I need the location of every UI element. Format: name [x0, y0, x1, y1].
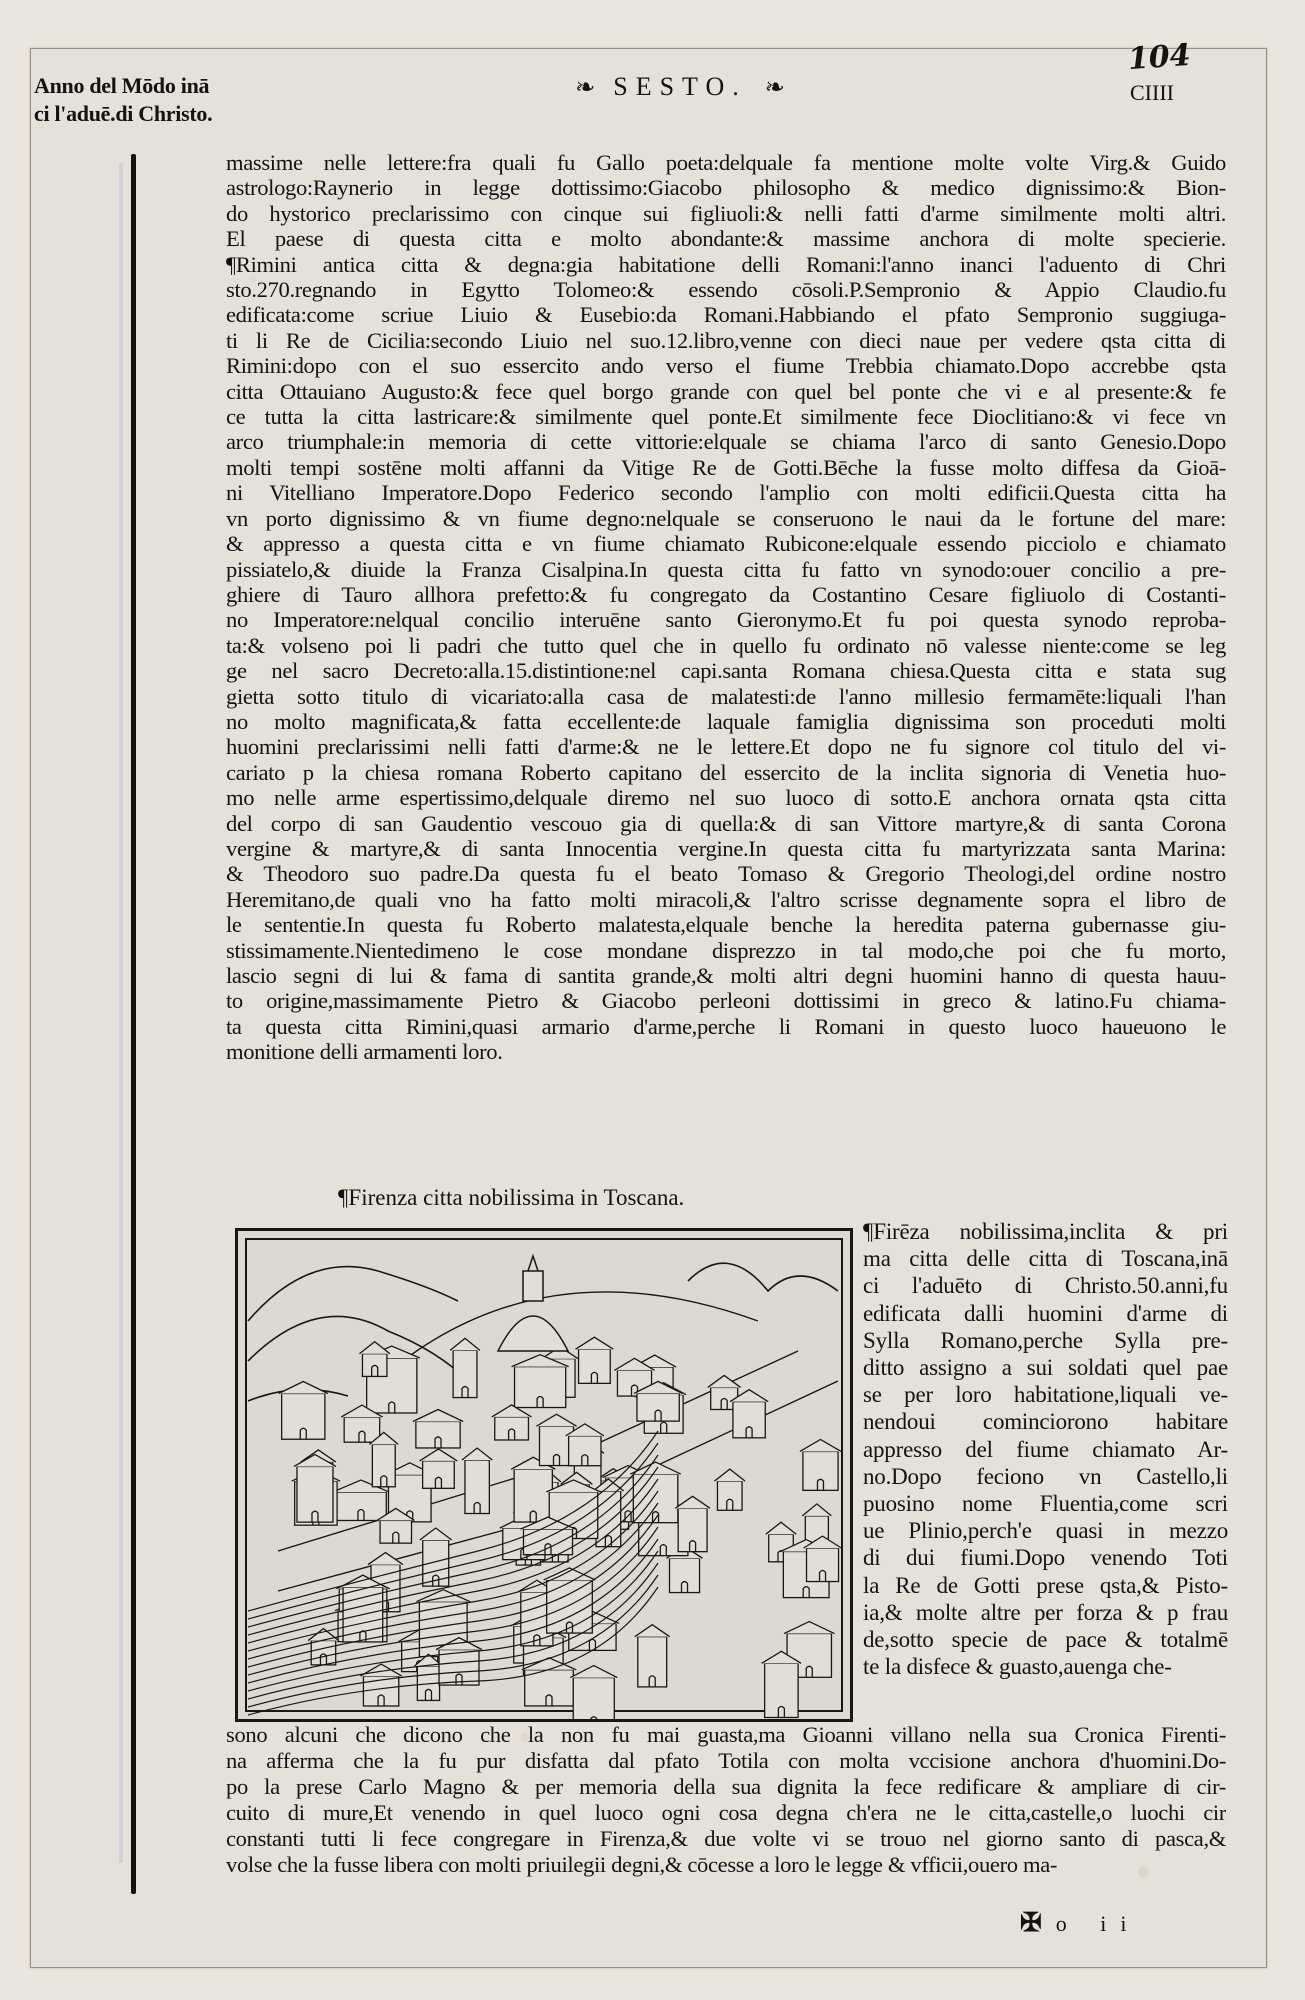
text-line: citta Ottauiano Augusto:& fece quel borgo grande con quel bel ponte che vi e al presente:& fe: [226, 378, 1226, 404]
running-head-line: Anno del Mōdo inā: [34, 73, 210, 98]
building: [514, 1469, 552, 1522]
running-head-title: [520, 72, 840, 102]
roof: [784, 1622, 834, 1634]
main-text-block: [226, 150, 1226, 1065]
text-line: sto.270.regnando in Egytto Tolomeo:& essendo cōsoli.P.Sempronio & Appio Claudio.fu: [226, 277, 1226, 303]
text-line: le sententie.In questa fu Roberto malatesta,elquale benche la heredita paterna gubernasse giu-: [226, 912, 1226, 938]
roof: [420, 1528, 452, 1540]
building: [282, 1394, 325, 1440]
roof: [450, 1338, 480, 1350]
city-view-drawing: [238, 1231, 850, 1719]
building: [678, 1508, 707, 1551]
text-line: ghiere di Tauro allhora prefetto:& fu congregato da Costantino Cesare figliuolo di Costanti-: [226, 581, 1226, 607]
side-text-line: nendoui cominciorono habitare: [863, 1409, 1228, 1435]
side-text-line: la Re de Gotti prese qsta,& Pisto-: [863, 1572, 1228, 1598]
building: [453, 1350, 477, 1397]
page-title: SESTO.: [613, 72, 747, 101]
building: [423, 1540, 449, 1586]
roof: [576, 1337, 614, 1349]
text-line: stissimamente.Nientedimeno le cose mondane disprezzo in tal modo,che poi che fu morto,: [226, 937, 1226, 963]
text-line: volse che la fusse libera con molti priuilegii degni,& cōcesse a loro le legge & vfficii,ouero ma-: [226, 1852, 1058, 1877]
building: [344, 1417, 380, 1442]
fleuron-icon: ❧: [575, 75, 596, 101]
roof: [416, 1590, 470, 1602]
text-line: na afferma che la fu pur disfatta dal pfato Totila con molta vccisione anchora d'huomini.Do-: [226, 1748, 1226, 1773]
building: [439, 1650, 479, 1685]
roof: [675, 1496, 710, 1508]
text-line: ti li Re de Cicilia:secondo Liuio nel suo.12.libro,venne con dieci naue per vedere qsta citta di: [226, 327, 1226, 353]
text-line: po la prese Carlo Magno & per memoria della sua dignita la fece redificare & ampliare di cir-: [226, 1774, 1226, 1799]
section-heading-firenze: ¶Firenza citta nobilissima in Toscana.: [338, 1185, 685, 1210]
side-text-line: ¶Firēza nobilissima,inclita & pri: [863, 1219, 1228, 1244]
text-line: Rimini:dopo con el suo essercito ando verso el fiume Trebbia chiamato.Dopo accrebbe qsta: [226, 353, 1226, 379]
text-line: del corpo di san Gaudentio vescouo gia di quella:& di san Vittore martyre,& di santa Corona: [226, 810, 1226, 836]
roof: [536, 1414, 576, 1426]
text-line: constanti tutti li fece congregare in Firenza,& due volte vi se trouo nel giorno santo di pasca,&: [226, 1826, 1226, 1851]
roof: [544, 1568, 596, 1580]
side-text-line: ci l'aduēto di Christo.50.anni,fu: [863, 1273, 1228, 1299]
text-line: huomini preclarissimi nelli fatti d'arme:& ne le lettere.Et dopo ne fu signore col titulo del vi-: [226, 734, 1226, 760]
building: [423, 1461, 455, 1488]
side-text-line: ma citta delle citta di Toscana,inā: [863, 1246, 1228, 1272]
fleuron-icon: ❧: [764, 75, 785, 101]
building: [525, 1670, 574, 1706]
margin-rule-shadow: [119, 163, 123, 1863]
text-line: mo nelle arme espertissimo,delquale diremo nel suo luoco di sotto.E anchora ornata qsta citta: [226, 785, 1226, 811]
side-text-line: te la disfece & guasto,auenga che-: [863, 1654, 1172, 1680]
text-line: do hystorico preclarissimo con cinque sui figliuoli:& nelli fatti d'arme similmente molti altri.: [226, 200, 1226, 226]
roof: [413, 1409, 463, 1421]
roof: [359, 1342, 389, 1354]
signature-label: o ii: [1055, 1911, 1141, 1936]
text-line: astrologo:Raynerio in legge dottissimo:Giacobo philosopho & medico dignissimo:& Bion-: [226, 175, 1226, 201]
building: [297, 1466, 333, 1522]
text-line: El paese di questa citta e molto abondante:& massime anchora di molte specierie.: [226, 226, 1226, 252]
building: [336, 1492, 387, 1520]
side-text-line: di dui fiumi.Dopo venendo Toti: [863, 1545, 1228, 1571]
building: [807, 1548, 839, 1581]
woodcut-illustration-florence: [235, 1228, 853, 1722]
building: [372, 1444, 395, 1486]
text-line: massime nelle lettere:fra quali fu Gallo poeta:delquale fa mentione molte volte Virg.& Guido: [226, 150, 1226, 175]
roof: [714, 1469, 745, 1481]
text-line: & Theodoro suo padre.Da questa fu el beato Tomaso & Gregorio Theologi,del ordine nostro: [226, 861, 1226, 887]
side-text-line: puosino nome Fluentia,come scri: [863, 1491, 1228, 1517]
building: [803, 1451, 838, 1490]
side-text-line: Sylla Romano,perche Sylla pre-: [863, 1327, 1228, 1353]
roof: [802, 1504, 831, 1516]
text-line: ¶Rimini antica citta & degna:gia habitatione delli Romani:l'anno inanci l'aduento di Chri: [226, 251, 1226, 277]
text-line: molti tempi sostēne molti affanni da Vitige Re de Gotti.Bēche la fusse molto diffesa da Gioā-: [226, 454, 1226, 480]
running-head-line: ci l'aduē.di Christo.: [34, 101, 213, 126]
text-line: gietta sotto titulo di vicariato:alla casa de malatesti:de l'anno millesio fermamēte:liquali l'han: [226, 683, 1226, 709]
text-line: no Imperatore:nelqual concilio interuēne santo Gieronymo.Et fu poi questa synodo reproba-: [226, 607, 1226, 633]
building: [311, 1641, 335, 1665]
dome: [498, 1256, 568, 1351]
side-text-line: no.Dopo feciono vn Castello,li: [863, 1463, 1228, 1489]
building: [515, 1367, 566, 1408]
building: [637, 1393, 679, 1421]
text-line: pissiatelo,& diuide la Franza Cisalpina.In questa citta fu fatto vn synodo:ouer concilio a pre-: [226, 556, 1226, 582]
building: [416, 1421, 460, 1447]
text-line: sono alcuni che dicono che la non fu mai guasta,ma Gioanni villano nella sua Cronica Firenti-: [226, 1722, 1226, 1747]
building: [765, 1663, 798, 1717]
text-line: monitione delli armamenti loro.: [226, 1039, 503, 1065]
building: [573, 1678, 614, 1719]
running-head-year-label: [34, 72, 294, 128]
margin-rule: [131, 154, 136, 1894]
text-line: vn porto dignissimo & vn fiume degno:nelquale se conseruono le naui da le fortune del mare:: [226, 505, 1226, 531]
side-text-line: de,sotto specie de pace & totalmē: [863, 1627, 1228, 1653]
roof: [570, 1666, 617, 1678]
text-line: ge nel sacro Decreto:alla.15.distintione:nel capi.santa Romana chiesa.Questa citta e stata sug: [226, 658, 1226, 684]
building: [669, 1558, 699, 1592]
folio-number: CIIII: [1130, 80, 1174, 105]
roof: [630, 1462, 681, 1474]
roof: [800, 1439, 841, 1451]
side-column-text: [863, 1218, 1228, 1680]
continuation-text-block: [226, 1722, 1226, 1878]
side-text-line: se per loro habitatione,liquali ve-: [863, 1382, 1228, 1408]
text-line: ce tutta la citta lastricare:& similmente quel ponte.Et similmente fece Dioclitiano:& vi fece vn: [226, 404, 1226, 430]
roof: [635, 1625, 670, 1637]
text-line: ta:& volseno poi li padri che tutto quel che in quello fu ordinato nō valesse niente:come se leg: [226, 632, 1226, 658]
text-line: cariato p la chiesa romana Roberto capitano del essercito de la inclita signoria di Venetia huo-: [226, 759, 1226, 785]
text-line: Heremitano,de quali vno ha fatto molti miracoli,& l'altro scrisse degnamente sopra el libro de: [226, 886, 1226, 912]
side-text-line: ditto assigno a sui soldati quel pae: [863, 1355, 1228, 1381]
building: [465, 1460, 489, 1513]
roof: [420, 1449, 458, 1461]
text-line: vergine & martyre,& di santa Innocentia vergine.In questa citta fu martyrizzata santa Marina:: [226, 835, 1226, 861]
roof: [279, 1382, 328, 1394]
building: [363, 1676, 398, 1706]
roof: [766, 1522, 797, 1534]
text-line: ta questa citta Rimini,quasi armario d'arme,perche li Romani in questo luoco haueuono le: [226, 1013, 1226, 1039]
building: [638, 1637, 667, 1687]
signature-mark: [1020, 1908, 1141, 1938]
text-line: ni Vitelliano Imperatore.Dopo Federico secondo l'amplio con molti edificii.Questa citta ha: [226, 480, 1226, 506]
building: [579, 1349, 611, 1383]
side-text-line: appresso del fiume chiamato Ar-: [863, 1436, 1228, 1462]
text-line: cuito di mure,Et venendo in quel luoco ogni cosa degna ch'era ne le citta,castelle,o luochi cir: [226, 1800, 1226, 1825]
handwritten-page-number: 104: [1126, 37, 1192, 78]
building: [733, 1402, 765, 1438]
text-line: to origine,massimamente Pietro & Giacobo perleoni dottissimi in greco & latino.Fu chiama-: [226, 988, 1226, 1014]
side-text-line: edificata dalli huomini d'arme di: [863, 1300, 1228, 1326]
roof: [462, 1448, 492, 1460]
text-line: no molto magnificata,& fatta eccellente:de laquale famiglia dignissima son proceduti molti: [226, 708, 1226, 734]
roof: [708, 1375, 741, 1387]
cross-icon: ✠: [1020, 1908, 1042, 1937]
text-line: edificata:come scriue Liuio & Eusebio:da Romani.Habbiando el pfato Sempronio suggiuga-: [226, 302, 1226, 328]
building: [569, 1436, 601, 1466]
building: [547, 1580, 593, 1633]
side-text-line: ue Plinio,perch'e quasi in mezzo: [863, 1518, 1228, 1544]
building: [717, 1481, 742, 1510]
side-text-line: ia,& molte altre per forza & p frau: [863, 1599, 1228, 1625]
buildings: [279, 1337, 842, 1719]
roof: [360, 1664, 401, 1676]
text-line: arco triumphale:in memoria di cette vittorie:elquale se chiama l'arco di santo Genesio.Dopo: [226, 429, 1226, 455]
text-line: lascio segni di lui & fama di santita grande,& molti altri degni huomini hanno di questa hauu-: [226, 963, 1226, 988]
text-line: & appresso a questa citta e vn fiume chiamato Rubicone:elquale essendo picciolo e chiamato: [226, 531, 1226, 557]
